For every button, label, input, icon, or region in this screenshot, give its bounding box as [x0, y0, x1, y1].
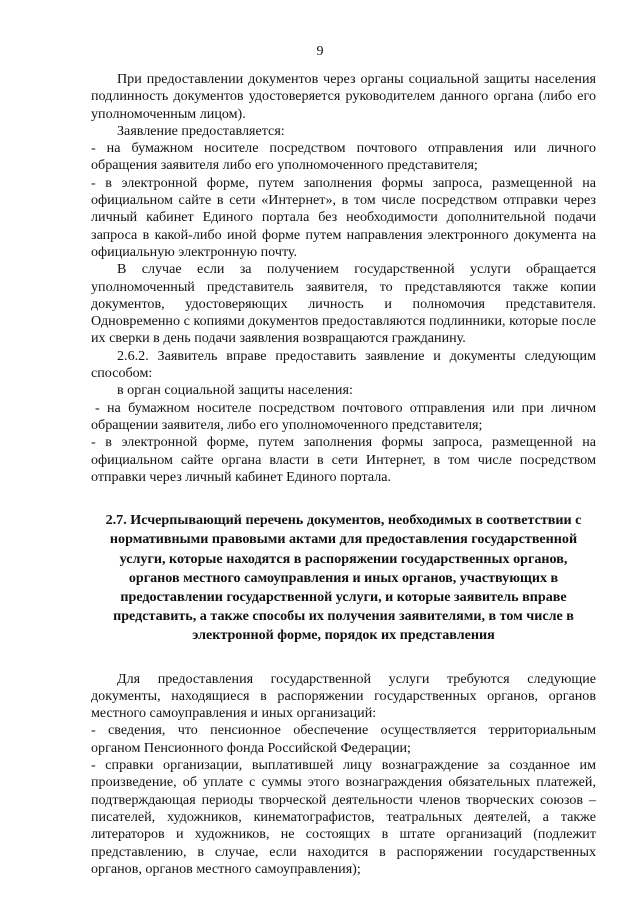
list-item-electronic-form-2: - в электронной форме, путем заполнения формы запроса, размещенной на официальном сайте органа власти в сети Интернет, в том числе посредством отправки через личный кабинет Единого портала.	[91, 434, 596, 485]
paragraph-application-submitted: Заявление предоставляется:	[117, 122, 285, 139]
paragraph-authentication: При предоставлении документов через органы социальной защиты населения подлинность документов удостоверяется руководителем данного органа (либо его уполномоченным лицом).	[91, 71, 596, 122]
paragraph-representative: В случае если за получением государственной услуги обращается уполномоченный представитель заявителя, то представляются также копии документов, удостоверяющих личность и полномочия представителя. Одновременно с копиями документов предоставляются подлинники, которые после их сверки в день подачи заявления возвращаются гражданину.	[91, 261, 596, 347]
list-item-organization-certificates: - справки организации, выплатившей лицу вознаграждение за созданное им произведение, об уплате с суммы этого вознаграждения обязательных платежей, подтверждающая периоды творческой деятельности членов творческих союзов – писателей, художников, кинематографистов, театральных деятелей, а также литераторов и художников, не состоящих в штате организаций (подлежит представлению, в случае, если находится в распоряжении государственных органов, органов местного самоуправления);	[91, 757, 596, 877]
paragraph-social-protection-body: в орган социальной защиты населения:	[117, 382, 353, 399]
page-number: 9	[316, 44, 324, 59]
page-content	[91, 71, 596, 878]
list-item-paper-form-2: - на бумажном носителе посредством почтового отправления или при личном обращении заявителя, либо его уполномоченного представителя;	[91, 399, 596, 433]
paragraph-required-documents: Для предоставления государственной услуги требуются следующие документы, находящиеся в распоряжении государственных органов, органов местного самоуправления и иных организаций:	[91, 670, 596, 722]
paragraph-2-6-2: 2.6.2. Заявитель вправе предоставить заявление и документы следующим способом:	[91, 347, 596, 382]
list-item-paper-form: - на бумажном носителе посредством почтового отправления или личного обращения заявителя либо его уполномоченного представителя;	[91, 140, 596, 174]
list-item-pension-info: - сведения, что пенсионное обеспечение осуществляется территориальным органом Пенсионного фонда Российской Федерации;	[91, 722, 596, 756]
section-heading-2-7: 2.7. Исчерпывающий перечень документов, необходимых в соответствии с нормативными правовыми актами для предоставления государственной услуги, которые находятся в распоряжении государственных органов, органов местного самоуправления и иных органов, участвующих в предоставлении государственной услуги, и которые заявитель вправе представить, а также способы их получения заявителями, в том числе в электронной форме, порядок их представления	[105, 512, 582, 644]
list-item-electronic-form: - в электронной форме, путем заполнения формы запроса, размещенной на официальном сайте в сети «Интернет», в том числе посредством отправки через личный кабинет Единого портала без необходимости дополнительной подачи запроса в какой-либо иной форме путем направления электронного документа на официальную электронную почту.	[91, 174, 596, 260]
